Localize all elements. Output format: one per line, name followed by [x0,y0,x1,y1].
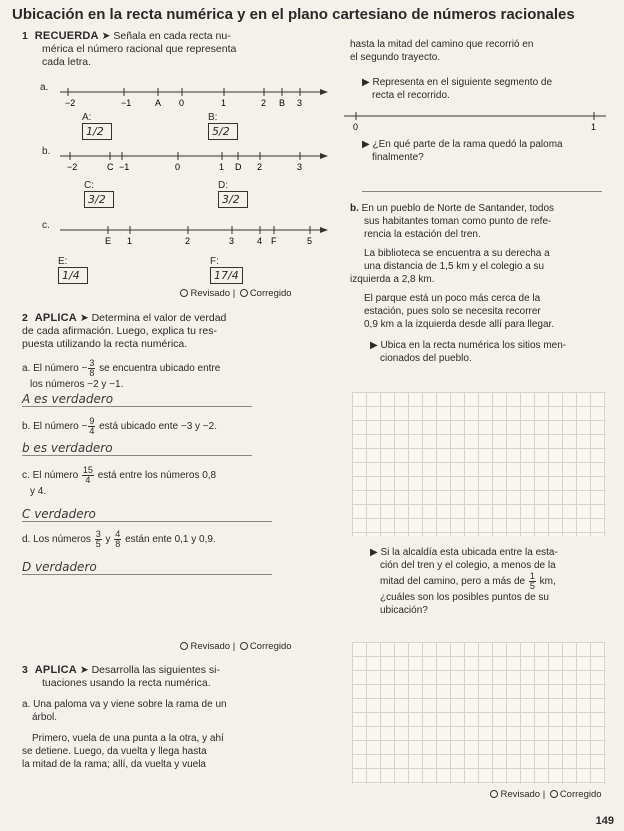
item-2d-text: Los números [33,534,91,546]
bullet-icon: ▶ [370,547,378,558]
tick-label: 2 [257,162,263,172]
tick-label: 4 [257,236,263,246]
tick-label: 5 [307,236,313,246]
item-1b-label: b. [42,146,51,157]
tick-label: −2 [65,98,76,108]
section-3-heading: APLICA [34,664,77,676]
item-3b-l3: La biblioteca se encuentra a su derecha a [364,248,550,259]
bullet-2-l1: ¿En qué parte de la rama quedó la paloma [372,139,563,150]
tick-label: −1 [119,162,130,172]
answer-1b-C [84,180,114,208]
tick-label: 3 [297,162,303,172]
item-2c-text-l2: y 4. [30,486,47,497]
item-3a-l5: la mitad de la rama; allí, da vuelta y vuela [22,759,206,770]
answer-A-box[interactable]: 1/2 [82,123,112,140]
answer-C-box[interactable]: 3/2 [84,191,114,208]
item-2c [22,466,322,522]
corregido-label: Corregido [249,641,292,652]
review-row-1: Revisado | Corregido [150,288,320,299]
number-line-c [60,216,330,246]
bullet-icon: ▶ [362,139,370,150]
right-column [350,38,612,102]
revisado-label: Revisado [190,641,231,652]
section-3-number: 3 [22,664,28,676]
tick-label: −2 [67,162,78,172]
item-3b-l6: El parque está un poco más cerca de la [364,293,541,304]
tick-label: C [107,162,114,172]
item-3b [350,202,614,365]
item-2a-text-post: se encuentra ubicado entre [99,363,221,375]
tick-label: A [155,98,162,108]
section-3 [22,664,322,771]
item-2a-label: a. [22,363,31,375]
item-2d-mid: y [105,534,111,546]
bullet-icon: ▶ [370,340,378,351]
section-1-instruction: Señala en cada recta nu- [113,30,231,42]
item-3a-l2: árbol. [32,712,58,723]
bullet-4 [370,546,614,617]
tick-label: 2 [185,236,191,246]
revisado-label: Revisado [500,789,541,800]
answer-line-paloma[interactable] [362,178,602,192]
right-cont-l1: hasta la mitad del camino que recorrió en [350,39,534,50]
item-3b-l8: 0,9 km a la izquierda desde allí para llegar. [364,319,555,330]
arrow-icon: ➤ [79,312,89,324]
segment-start-label: 0 [353,122,359,132]
item-1a-label: a. [40,82,49,93]
section-1-number: 1 [22,30,28,42]
segment-end-label: 1 [591,122,597,132]
bullet-2-l2: finalmente? [372,152,424,163]
bullet-1 [350,76,612,102]
answer-B-label: B: [208,112,218,123]
answer-1a-A [82,112,112,140]
tick-label: 3 [297,98,303,108]
section-3-instruction: Desarrolla las siguientes si- [91,664,220,676]
number-line-b [60,142,330,172]
section-2-instruction: Determina el valor de verdad [91,312,227,324]
answer-2d[interactable]: D verdadero [22,561,272,575]
bullet-4-l3: mitad del camino, pero a más de [380,576,526,588]
tick-label: D [235,162,242,172]
arrow-icon: ➤ [79,664,89,676]
answer-1a-B [208,112,238,140]
item-2a-sign: − [81,363,88,375]
page-number: 149 [595,815,614,827]
answer-2a[interactable]: A es verdadero [22,393,252,407]
bullet-3-l1: Ubica en la recta numérica los sitios men- [380,340,567,351]
tick-label: 1 [221,98,227,108]
item-2c-label: c. [22,470,30,482]
bullet-1-l2: recta el recorrido. [372,90,450,101]
fraction-15-4: $\frac{15}{4}$ [82,465,93,485]
item-3b-l2: rencia la estación del tren. [364,229,481,240]
bullet-3-l2: cionados del pueblo. [380,353,472,364]
answer-F-label: F: [210,256,219,267]
corregido-radio-icon[interactable] [240,289,248,297]
fraction-3-5: $\frac{3}{5}$ [95,529,101,549]
right-cont-l2: el segundo trayecto. [350,52,441,63]
item-2d [22,530,322,575]
item-3a-label: a. [22,699,31,710]
item-2b [22,417,322,456]
item-2d-text-post: están ente 0,1 y 0,9. [125,534,216,546]
tick-label: B [279,98,286,108]
section-2-instruction-l2: de cada afirmación. Luego, explica tu res- [22,325,217,337]
section-1-heading: RECUERDA [34,30,99,42]
fraction-9-4: $\frac{9}{4}$ [89,416,95,436]
bullet-icon: ▶ [362,77,370,88]
tick-label: 1 [219,162,225,172]
section-1 [22,30,322,69]
grid-area-1[interactable] [352,392,606,536]
item-2c-text-post: está entre los números 0,8 [97,470,217,482]
tick-label: 1 [127,236,133,246]
item-3b-l7: estación, pues solo se necesita recorrer [364,306,541,317]
section-1-instruction-l3: cada letra. [42,56,92,68]
item-3b-l5: izquierda a 2,8 km. [350,274,435,285]
item-3b-label: b. [350,203,359,214]
number-line-a [60,78,330,108]
review-row-2: Revisado | Corregido [150,641,320,652]
answer-A-label: A: [82,112,92,123]
answer-B-box[interactable]: 5/2 [208,123,238,140]
answer-C-label: C: [84,180,94,191]
answer-E-label: E: [58,256,68,267]
page-title: Ubicación en la recta numérica y en el plano cartesiano de números racionales [12,6,575,23]
bullet-4-l5: ubicación? [380,605,428,616]
tick-label: −1 [121,98,132,108]
section-2-heading: APLICA [34,312,77,324]
section-2-instruction-l3: puesta utilizando la recta numérica. [22,338,188,350]
item-3a-l4: se detiene. Luego, da vuelta y llega hasta [22,746,207,757]
answer-1b-D [218,180,248,208]
item-2b-text-post: está ubicado ente −3 y −2. [99,421,217,433]
grid-area-2[interactable] [352,642,606,784]
tick-label: 2 [261,98,267,108]
corregido-radio-icon[interactable] [550,790,558,798]
item-1c-label: c. [42,220,50,231]
revisado-radio-icon[interactable] [180,289,188,297]
tick-label: 3 [229,236,235,246]
tick-label: F [271,236,277,246]
bullet-4-l4: ¿cuáles son los posibles puntos de su [380,592,549,603]
item-3a-l1: Una paloma va y viene sobre la rama de un [33,699,227,710]
section-2-number: 2 [22,312,28,324]
bullet-4-l2: ción del tren y el colegio, a menos de la [380,560,556,571]
item-3b-l1: sus habitantes toman como punto de refe- [364,216,552,227]
answer-D-box[interactable]: 3/2 [218,191,248,208]
item-2a-text-l2: los números −2 y −1. [30,379,124,390]
answer-F-box[interactable]: 17/4 [210,267,243,284]
arrow-icon: ➤ [101,30,111,42]
corregido-radio-icon[interactable] [240,642,248,650]
corregido-label: Corregido [249,288,292,299]
bullet-1-l1: Representa en el siguiente segmento de [372,77,553,88]
item-2b-text: El número [33,421,79,433]
answer-2b[interactable]: b es verdadero [22,442,252,456]
revisado-radio-icon[interactable] [180,642,188,650]
tick-label: E [105,236,112,246]
item-2d-label: d. [22,534,31,546]
item-2a-text: El número [33,363,79,375]
item-3b-l0: En un pueblo de Norte de Santander, todos [361,203,555,214]
tick-label: 0 [175,162,181,172]
corregido-label: Corregido [559,789,602,800]
item-2c-text: El número [32,470,79,482]
fraction-1-5: $\frac{1}{5}$ [529,571,535,591]
fraction-3-8: $\frac{3}{8}$ [89,358,95,378]
item-2a [22,359,322,407]
item-2b-label: b. [22,421,31,433]
answer-D-label: D: [218,180,228,191]
answer-1c-F [210,256,243,284]
revisado-label: Revisado [190,288,231,299]
item-3a-l3: Primero, vuela de una punta a la otra, y ahí [32,733,224,744]
revisado-radio-icon[interactable] [490,790,498,798]
bullet-4-l3-post: km, [539,576,556,588]
tick-label: 0 [179,98,185,108]
section-1-instruction-l2: mérica el número racional que representa [42,43,237,55]
bullet-2 [362,138,612,192]
review-row-3: Revisado | Corregido [470,789,620,800]
section-2 [22,312,322,575]
answer-E-box[interactable]: 1/4 [58,267,88,284]
item-3a [22,698,322,771]
bullet-4-l1: Si la alcaldía esta ubicada entre la esta- [380,547,558,558]
fraction-4-8: $\frac{4}{8}$ [115,529,121,549]
answer-2c[interactable]: C verdadero [22,508,272,522]
section-3-instruction-l2: tuaciones usando la recta numérica. [42,677,211,689]
segment-0-1 [344,108,614,134]
item-2b-sign: − [81,421,88,433]
item-3b-l4: una distancia de 1,5 km y el colegio a su [364,261,545,272]
answer-1c-E [58,256,88,284]
